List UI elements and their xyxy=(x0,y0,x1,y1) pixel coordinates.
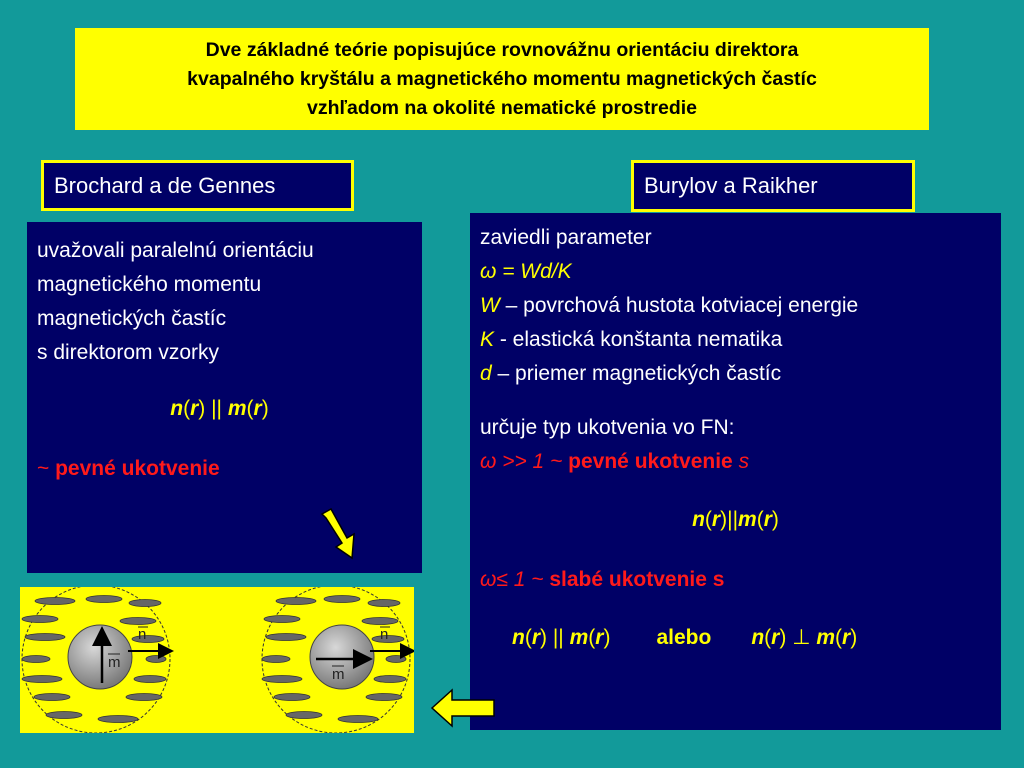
w-symbol: W xyxy=(480,294,500,317)
k-symbol: K xyxy=(480,328,495,351)
right-determines: určuje typ ukotvenia vo FN: xyxy=(480,416,735,439)
left-formula-m: m xyxy=(227,397,247,420)
rf2-m: m xyxy=(569,626,589,649)
right-d-def xyxy=(480,357,1001,391)
particle-cell-left xyxy=(22,587,170,733)
alebo-text: alebo xyxy=(656,626,712,649)
perp-symbol: ⊥ xyxy=(792,626,811,649)
rf1-par: || xyxy=(727,508,739,531)
left-tilde: ~ xyxy=(37,457,50,480)
vector-n-label-left: n xyxy=(138,626,147,643)
particle-cell-right xyxy=(262,587,412,733)
strong-omega: ω xyxy=(480,450,497,473)
left-line-3: magnetických častíc xyxy=(37,307,227,330)
right-w-def xyxy=(480,289,1001,323)
left-line-1: uvažovali paralelnú orientáciu xyxy=(37,239,314,262)
rf2-r2: r xyxy=(595,626,604,649)
vector-m-label-right: m xyxy=(332,666,345,683)
title-line-1: Dve základné teórie popisujúce rovnovážnu orientáciu direktora xyxy=(205,38,799,61)
slide-title xyxy=(179,36,825,123)
left-anchoring xyxy=(37,452,422,486)
rf3-n: n xyxy=(751,626,765,649)
label-brochard-text: Brochard a de Gennes xyxy=(54,172,276,198)
particle-diagram xyxy=(20,587,414,733)
weak-label: slabé ukotvenie s xyxy=(549,568,725,591)
right-omega-def xyxy=(480,255,1001,289)
left-line-2: magnetického momentu xyxy=(37,273,262,296)
d-symbol: d xyxy=(480,362,492,385)
weak-cond: ≤ 1 ~ xyxy=(496,568,550,591)
left-formula-parallel: || xyxy=(211,397,223,420)
rf1-n: n xyxy=(692,508,705,531)
left-formula: n(r) || m(r) xyxy=(170,397,269,420)
rf2-par: || xyxy=(552,626,564,649)
strong-label: pevné ukotvenie xyxy=(568,450,733,473)
right-formula-parallel: n(r)||m(r) xyxy=(692,508,779,531)
left-panel xyxy=(27,222,422,573)
right-weak-condition xyxy=(480,563,1001,597)
rf2-r1: r xyxy=(531,626,541,649)
rf1-r2: r xyxy=(763,508,772,531)
rf3-r1: r xyxy=(771,626,780,649)
label-burylov-text: Burylov a Raikher xyxy=(644,173,818,198)
rf3-r2: r xyxy=(842,626,851,649)
left-formula-n: n xyxy=(170,397,184,420)
left-formula-r1: r xyxy=(190,397,199,420)
strong-cond: >> 1 ~ xyxy=(496,450,569,473)
rf3-m: m xyxy=(816,626,836,649)
right-formula-alternatives: n(r) || m(r) alebo n(r) ⊥ m(r) xyxy=(512,626,858,649)
title-line-3: vzhľadom na okolité nematické prostredie xyxy=(306,96,698,119)
right-panel xyxy=(470,213,1001,730)
right-k-def xyxy=(480,323,1001,357)
rf2-n: n xyxy=(512,626,525,649)
particle-diagram-svg xyxy=(20,587,414,733)
k-description: - elastická konštanta nematika xyxy=(494,328,783,351)
vector-m-label-left: m xyxy=(108,654,121,671)
strong-s: s xyxy=(732,450,750,473)
right-intro: zaviedli parameter xyxy=(480,226,652,249)
left-formula-r2: r xyxy=(253,397,262,420)
weak-omega: ω xyxy=(480,568,497,591)
title-line-2: kvapalného kryštálu a magnetického momentu magnetických častíc xyxy=(187,67,817,90)
particle-sphere-left xyxy=(68,625,132,689)
omega-equation: = Wd/K xyxy=(496,260,572,283)
rf1-r1: r xyxy=(711,508,721,531)
right-strong-condition xyxy=(480,445,1001,479)
label-brochard xyxy=(41,160,354,211)
label-burylov xyxy=(631,160,915,212)
rf1-m: m xyxy=(738,508,757,531)
vector-n-label-right: n xyxy=(380,626,389,643)
title-box xyxy=(75,28,929,130)
omega-symbol: ω xyxy=(480,260,497,283)
left-line-4: s direktorom vzorky xyxy=(37,341,220,364)
left-anchoring-label: pevné ukotvenie xyxy=(55,457,220,480)
d-description: – priemer magnetických častíc xyxy=(491,362,782,385)
w-description: – povrchová hustota kotviacej energie xyxy=(499,294,859,317)
arrow-left-icon xyxy=(430,687,496,729)
arrow-down-right-icon xyxy=(318,508,362,560)
